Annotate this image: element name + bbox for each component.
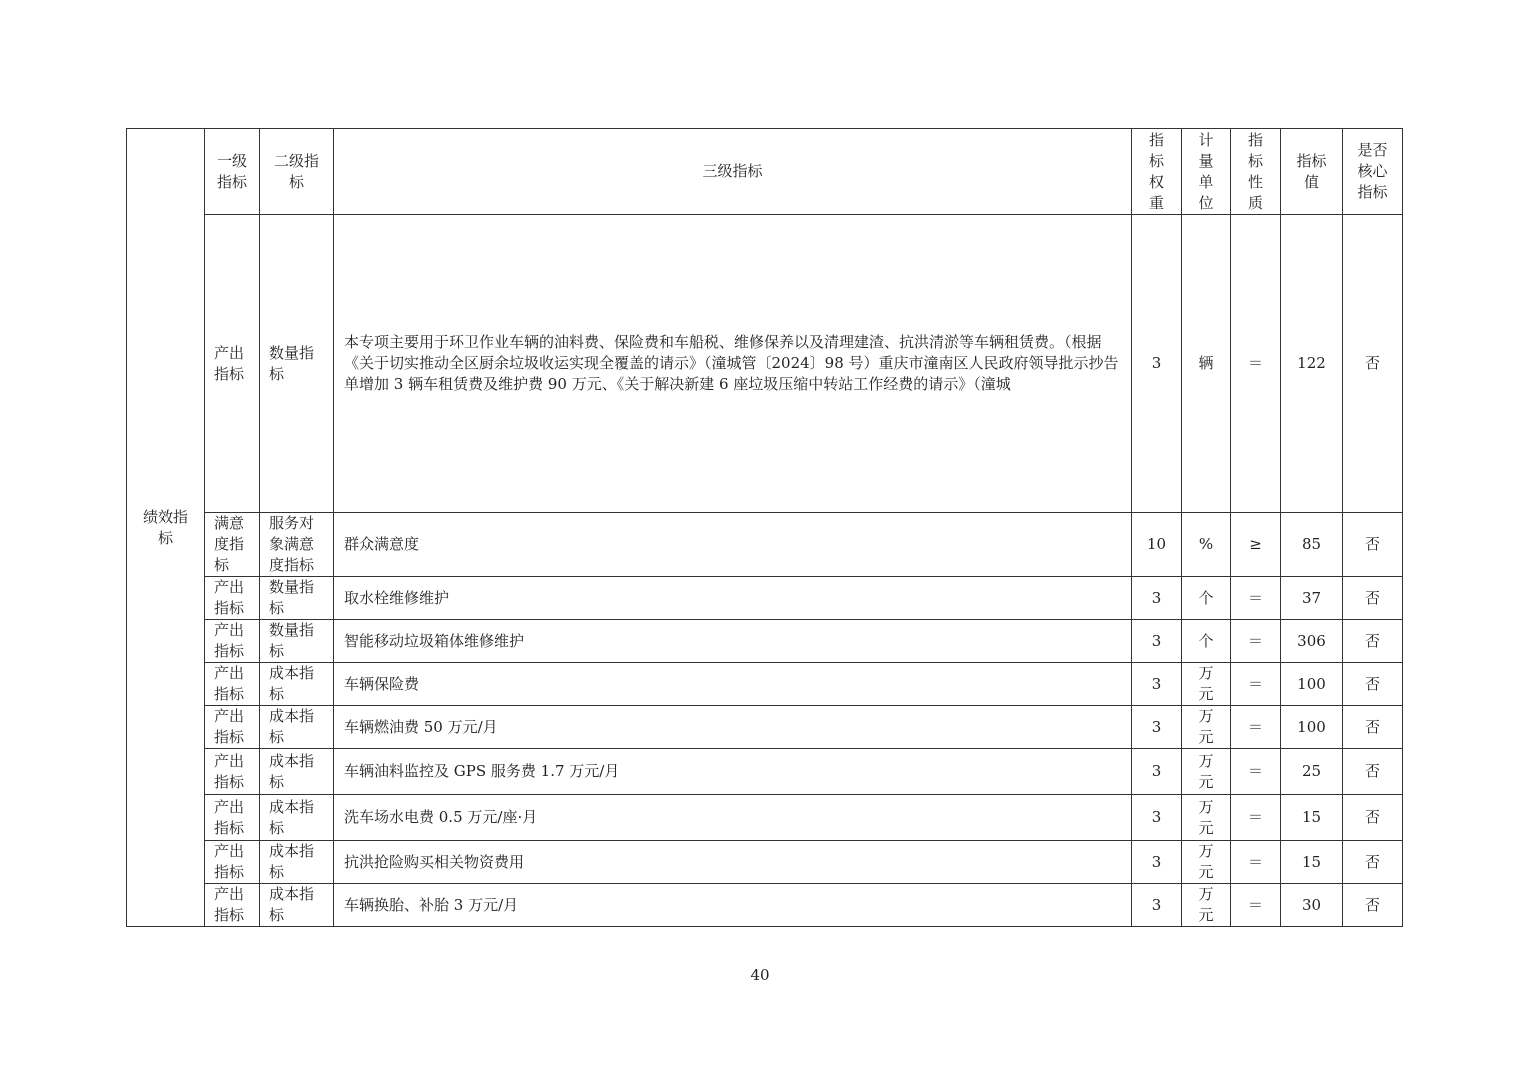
row-level1: 满意 度指 标 — [205, 513, 260, 577]
table-row — [127, 577, 1403, 620]
row-value: 100 — [1281, 706, 1343, 749]
table-row — [127, 884, 1403, 927]
row-core: 否 — [1343, 884, 1403, 927]
row-unit: 万 元 — [1182, 884, 1231, 927]
row-level3: 洗车场水电费 0.5 万元/座·月 — [334, 795, 1132, 841]
row-level1: 产出 指标 — [205, 749, 260, 795]
table-row — [127, 663, 1403, 706]
header-level2: 二级指 标 — [260, 129, 334, 215]
header-level3: 三级指标 — [334, 129, 1132, 215]
row-weight: 3 — [1132, 706, 1182, 749]
row-core: 否 — [1343, 749, 1403, 795]
row-level2: 数量指 标 — [260, 620, 334, 663]
row-nature: ＝ — [1231, 884, 1281, 927]
row-level2: 成本指 标 — [260, 795, 334, 841]
header-value: 指标 值 — [1281, 129, 1343, 215]
row-level2: 成本指 标 — [260, 884, 334, 927]
row-level3: 车辆换胎、补胎 3 万元/月 — [334, 884, 1132, 927]
row-value: 25 — [1281, 749, 1343, 795]
row-core: 否 — [1343, 577, 1403, 620]
row-nature: ＝ — [1231, 577, 1281, 620]
table-row — [127, 749, 1403, 795]
row-level2: 成本指 标 — [260, 749, 334, 795]
row-level2: 成本指 标 — [260, 663, 334, 706]
page-number: 40 — [750, 966, 770, 984]
header-weight: 指 标 权 重 — [1132, 129, 1182, 215]
row-level3: 车辆油料监控及 GPS 服务费 1.7 万元/月 — [334, 749, 1132, 795]
row-level3: 车辆燃油费 50 万元/月 — [334, 706, 1132, 749]
table-row — [127, 513, 1403, 577]
row-unit: 辆 — [1182, 215, 1231, 513]
row-level1: 产出 指标 — [205, 663, 260, 706]
row-level2: 成本指 标 — [260, 841, 334, 884]
row-unit: 万 元 — [1182, 795, 1231, 841]
row-level1: 产出 指标 — [205, 841, 260, 884]
row-level3: 本专项主要用于环卫作业车辆的油料费、保险费和车船税、维修保养以及清理建渣、抗洪清淤等车辆租赁费。（根据《关于切实推动全区厨余垃圾收运实现全覆盖的请示》（潼城管〔2024〕98 号）重庆市潼南区人民政府领导批示抄告单增加 3 辆车租赁费及维护费 90 万元、《关于解决新建 6 座垃圾压缩中转站工作经费的请示》（潼城 — [334, 215, 1132, 513]
header-level1: 一级 指标 — [205, 129, 260, 215]
row-core: 否 — [1343, 620, 1403, 663]
row-weight: 3 — [1132, 749, 1182, 795]
section-label: 绩效指标 — [142, 507, 188, 547]
table-row — [127, 620, 1403, 663]
row-value: 37 — [1281, 577, 1343, 620]
row-level2: 服务对 象满意 度指标 — [260, 513, 334, 577]
row-level1: 产出 指标 — [205, 215, 260, 513]
row-weight: 3 — [1132, 577, 1182, 620]
row-unit: 万 元 — [1182, 706, 1231, 749]
row-level2: 数量指 标 — [260, 215, 334, 513]
row-nature: ＝ — [1231, 706, 1281, 749]
row-nature: ＝ — [1231, 663, 1281, 706]
row-nature: ＝ — [1231, 749, 1281, 795]
section-label-cell — [127, 129, 205, 927]
row-unit: % — [1182, 513, 1231, 577]
row-weight: 3 — [1132, 884, 1182, 927]
row-unit: 万 元 — [1182, 663, 1231, 706]
row-level3: 抗洪抢险购买相关物资费用 — [334, 841, 1132, 884]
row-level3: 车辆保险费 — [334, 663, 1132, 706]
row-value: 122 — [1281, 215, 1343, 513]
row-nature: ＝ — [1231, 215, 1281, 513]
row-value: 30 — [1281, 884, 1343, 927]
table-row — [127, 215, 1403, 513]
row-weight: 3 — [1132, 795, 1182, 841]
row-level1: 产出 指标 — [205, 620, 260, 663]
row-core: 否 — [1343, 663, 1403, 706]
row-level2: 数量指 标 — [260, 577, 334, 620]
row-unit: 万 元 — [1182, 749, 1231, 795]
row-level3: 取水栓维修维护 — [334, 577, 1132, 620]
row-nature: ≥ — [1231, 513, 1281, 577]
row-core: 否 — [1343, 513, 1403, 577]
row-weight: 3 — [1132, 841, 1182, 884]
row-core: 否 — [1343, 215, 1403, 513]
row-core: 否 — [1343, 841, 1403, 884]
row-core: 否 — [1343, 795, 1403, 841]
performance-indicator-table — [126, 128, 1403, 927]
table-header-row — [127, 129, 1403, 215]
row-core: 否 — [1343, 706, 1403, 749]
row-weight: 3 — [1132, 663, 1182, 706]
header-unit: 计 量 单 位 — [1182, 129, 1231, 215]
row-unit: 个 — [1182, 620, 1231, 663]
row-nature: ＝ — [1231, 841, 1281, 884]
row-value: 306 — [1281, 620, 1343, 663]
row-level3: 智能移动垃圾箱体维修维护 — [334, 620, 1132, 663]
row-unit: 万 元 — [1182, 841, 1231, 884]
row-level2: 成本指 标 — [260, 706, 334, 749]
table-row — [127, 706, 1403, 749]
row-nature: ＝ — [1231, 620, 1281, 663]
table-row — [127, 795, 1403, 841]
row-value: 85 — [1281, 513, 1343, 577]
row-value: 15 — [1281, 841, 1343, 884]
row-level1: 产出 指标 — [205, 884, 260, 927]
row-nature: ＝ — [1231, 795, 1281, 841]
row-value: 15 — [1281, 795, 1343, 841]
row-level1: 产出 指标 — [205, 577, 260, 620]
row-level1: 产出 指标 — [205, 795, 260, 841]
row-unit: 个 — [1182, 577, 1231, 620]
row-weight: 3 — [1132, 215, 1182, 513]
row-weight: 3 — [1132, 620, 1182, 663]
row-value: 100 — [1281, 663, 1343, 706]
header-nature: 指 标 性 质 — [1231, 129, 1281, 215]
row-weight: 10 — [1132, 513, 1182, 577]
table-row — [127, 841, 1403, 884]
header-core: 是否 核心 指标 — [1343, 129, 1403, 215]
row-level1: 产出 指标 — [205, 706, 260, 749]
row-level3: 群众满意度 — [334, 513, 1132, 577]
